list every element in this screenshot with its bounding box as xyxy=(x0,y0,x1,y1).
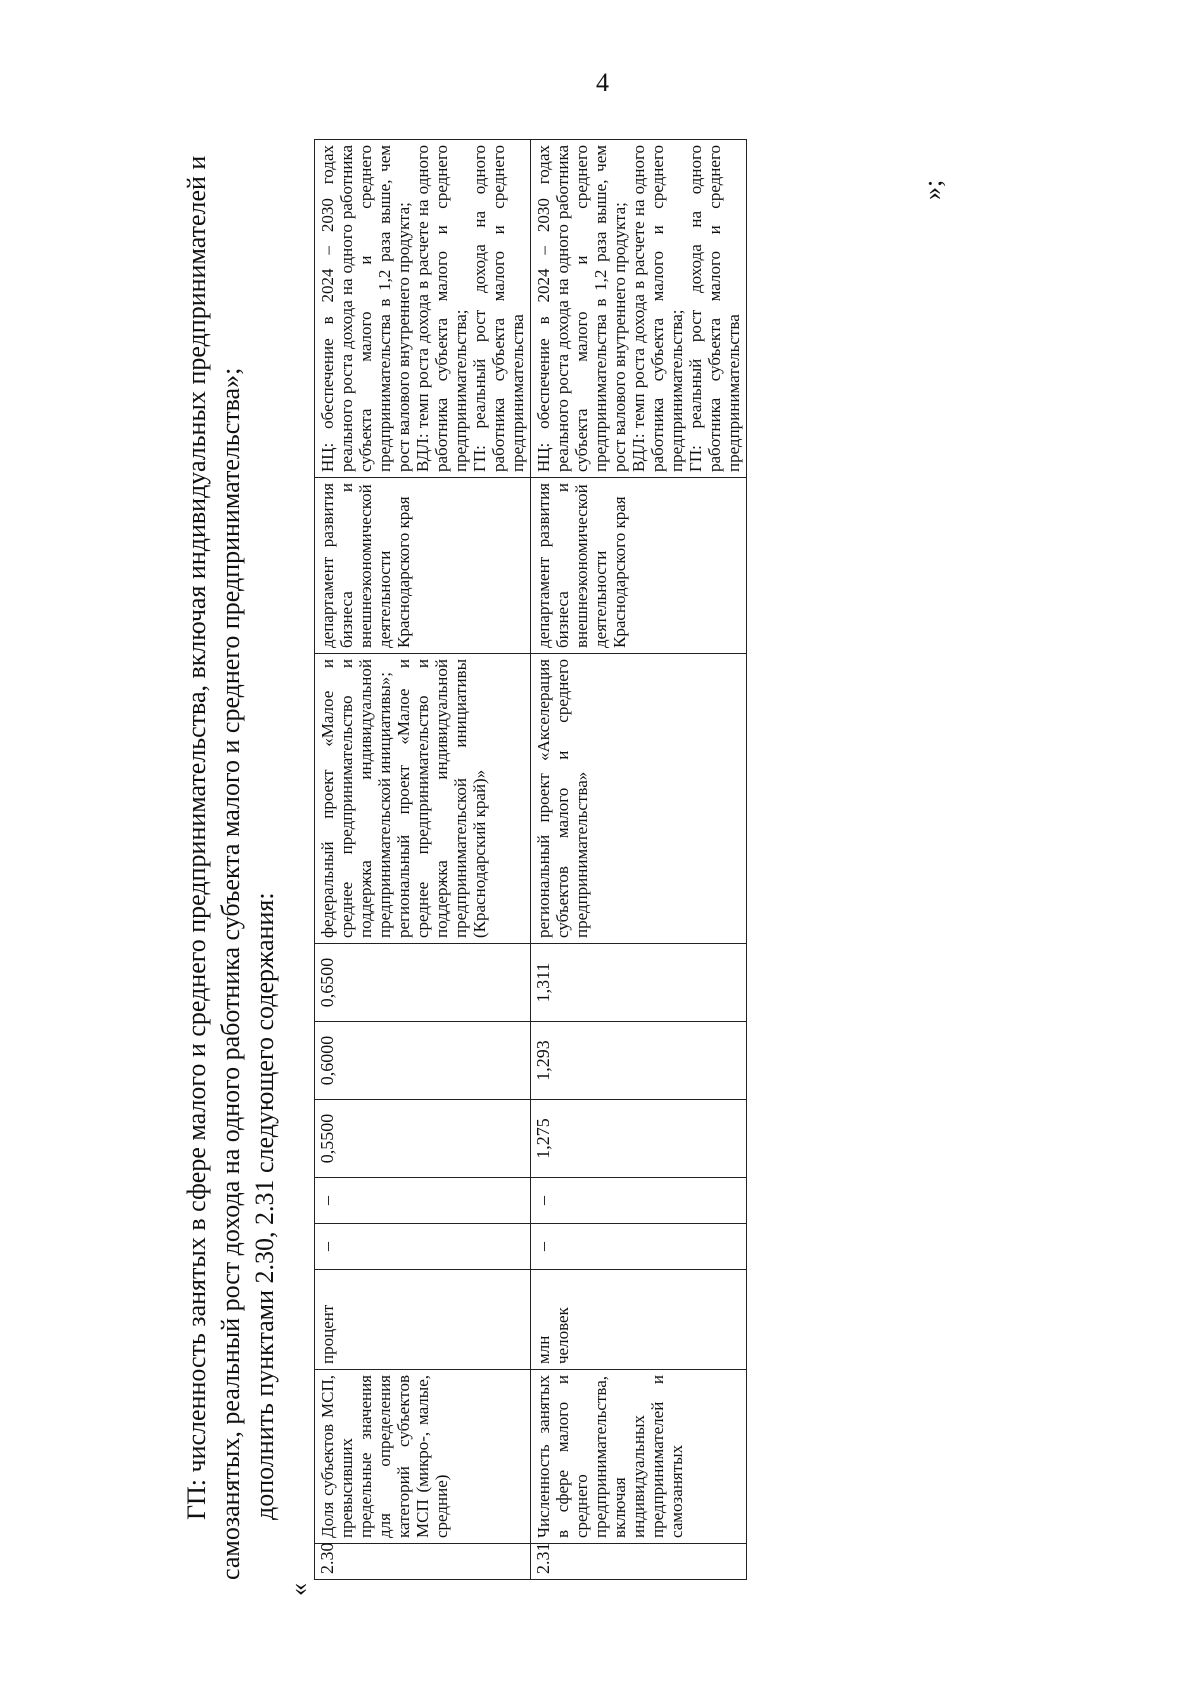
goal-national: НЦ: обеспечение в 2024 – 2030 годах реального роста дохода на одного работника субъекта малого и среднего предпринимательства в 1,2 раза выше, чем рост валового внутреннего продукта; xyxy=(534,145,629,472)
opening-quote: « xyxy=(284,1583,313,1596)
intro-text xyxy=(180,120,282,1580)
goal-program: ГП: реальный рост дохода на одного работника субъекта малого и среднего предпринимательства xyxy=(686,145,743,472)
project-cell xyxy=(315,654,531,944)
value-cell: – xyxy=(531,1178,747,1224)
closing-quote: »; xyxy=(918,179,947,200)
table-row xyxy=(531,140,747,1580)
value-cell: 1,293 xyxy=(531,1022,747,1100)
responsible-cell: департамент развития бизнеса и внешнеэкономической деятельности Краснодарского края xyxy=(531,478,747,654)
indicator-name: Доля субъектов МСП, превысивших предельные значения для определения категорий субъектов МСП (микро-, малые, средние) xyxy=(315,1370,531,1544)
responsible-cell: департамент развития бизнеса и внешнеэкономической деятельности Краснодарского края xyxy=(315,478,531,654)
goal-program: ГП: реальный рост дохода на одного работника субъекта малого и среднего предпринимательства xyxy=(470,145,527,472)
value-cell: 0,6500 xyxy=(315,944,531,1022)
project-cell xyxy=(531,654,747,944)
goals-cell xyxy=(315,140,531,478)
unit-cell: процент xyxy=(315,1270,531,1370)
project-federal: федеральный проект «Малое и среднее предпринимательство и поддержка индивидуальной предпринимательской инициативы»; xyxy=(318,659,394,938)
row-number: 2.31 xyxy=(531,1544,747,1580)
value-cell: 0,5500 xyxy=(315,1100,531,1178)
indicators-table xyxy=(314,139,747,1580)
goal-national: НЦ: обеспечение в 2024 – 2030 годах реального роста дохода на одного работника субъекта малого и среднего предпринимательства в 1,2 раза выше, чем рост валового внутреннего продукта; xyxy=(318,145,413,472)
table-row xyxy=(315,140,531,1580)
goal-official: ВДЛ: темп роста дохода в расчете на одного работника субъекта малого и среднего предпринимательства; xyxy=(629,145,686,472)
value-cell: 0,6000 xyxy=(315,1022,531,1100)
goals-cell xyxy=(531,140,747,478)
project-regional: региональный проект «Малое и среднее предпринимательство и поддержка индивидуальной предпринимательской инициативы (Краснодарский край)» xyxy=(394,659,489,938)
value-cell: – xyxy=(315,1178,531,1224)
unit-cell: млн человек xyxy=(531,1270,747,1370)
value-cell: 1,311 xyxy=(531,944,747,1022)
value-cell: – xyxy=(315,1224,531,1270)
goal-official: ВДЛ: темп роста дохода в расчете на одного работника субъекта малого и среднего предпринимательства; xyxy=(413,145,470,472)
page-number: 4 xyxy=(596,68,609,97)
intro-paragraph-2: дополнить пунктами 2.30, 2.31 следующего содержания: xyxy=(250,892,279,1520)
row-number: 2.30 xyxy=(315,1544,531,1580)
rotated-content xyxy=(180,120,947,1596)
value-cell: 1,275 xyxy=(531,1100,747,1178)
indicator-name: Численность занятых в сфере малого и среднего предпринимательства, включая индивидуальных предпринимателей и самозанятых xyxy=(531,1370,747,1544)
project-regional: региональный проект «Акселерация субъектов малого и среднего предпринимательства» xyxy=(534,659,591,938)
intro-paragraph-1: ГП: численность занятых в сфере малого и среднего предпринимательства, включая индивидуальных предпринимателей и самозанятых, реальный рост дохода на одного работника субъекта малого и среднего предпринимательства»; xyxy=(182,155,245,1580)
value-cell: – xyxy=(531,1224,747,1270)
